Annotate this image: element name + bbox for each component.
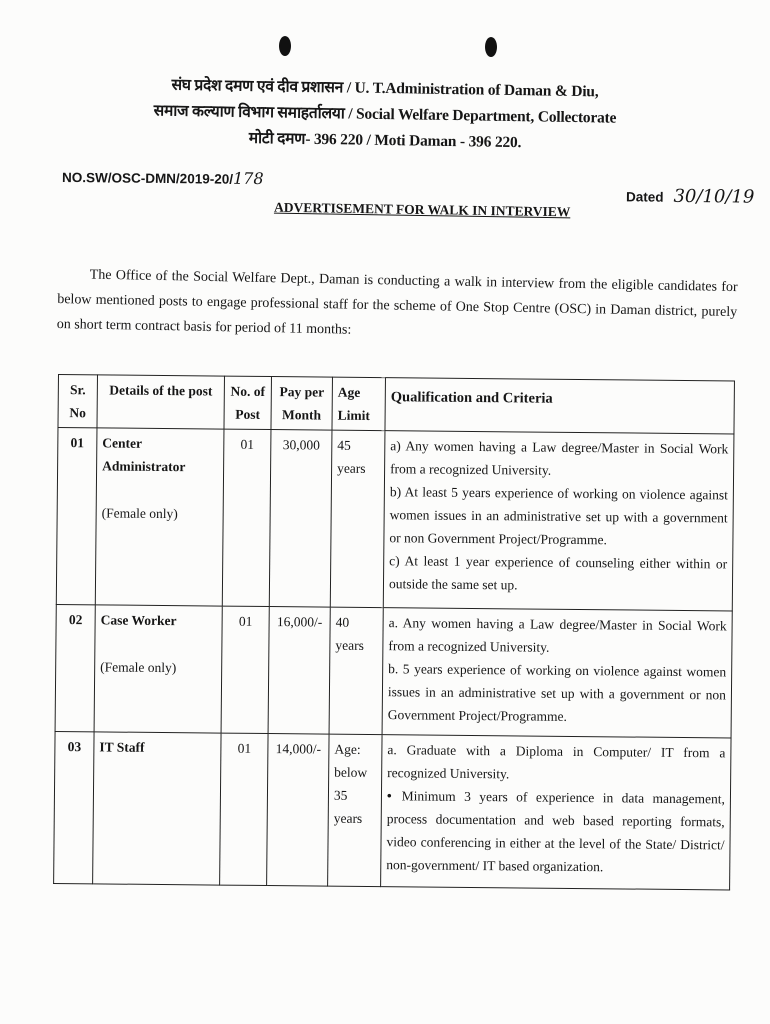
post-name: Center Administrator xyxy=(102,435,186,475)
cell-sr-no: 01 xyxy=(56,428,97,605)
cell-no-of-post: 01 xyxy=(222,429,271,606)
reference-number-text: NO.SW/OSC-DMN/2019-20/ xyxy=(61,169,234,187)
letterhead-line-1: संघ प्रदेश दमण एवं दीव प्रशासन / U. T.Administration of Daman & Diu, xyxy=(171,76,599,101)
criteria-item: a) Any women having a Law degree/Master in Social Work from a recognized University. xyxy=(390,438,729,478)
criteria-item: a. Graduate with a Diploma in Computer/ IT from a recognized University. xyxy=(387,742,726,782)
cell-post xyxy=(94,605,222,733)
criteria-item: b. 5 years experience of working on violence against women issues in an administrative set up with a government or non Government Project/Programme. xyxy=(387,661,727,724)
cell-age: 40 years xyxy=(329,607,383,735)
letterhead xyxy=(150,76,620,154)
letterhead-line-2: समाज कल्याण विभाग समाहर्तालया / Social Welfare Department, Collectorate xyxy=(153,102,617,127)
date-line xyxy=(626,185,755,207)
punch-hole-left xyxy=(279,36,291,56)
post-name: Case Worker xyxy=(100,612,177,629)
criteria-item: c) At least 1 year experience of counseling either within or outside the same set up. xyxy=(388,553,728,593)
cell-pay: 30,000 xyxy=(269,430,332,608)
reference-number xyxy=(62,167,264,188)
dated-label: Dated xyxy=(625,189,664,205)
cell-post xyxy=(95,428,224,606)
table-header-row xyxy=(58,375,734,434)
cell-no-of-post: 01 xyxy=(221,606,269,733)
intro-paragraph: The Office of the Social Welfare Dept., Daman is conducting a walk in interview from the eligible candidates for below mentioned posts to engage professional staff for the scheme of One Stop Centre (OSC) in Daman district, purely on short term contract basis for period of 11 months: xyxy=(56,267,738,338)
advertisement-title: ADVERTISEMENT FOR WALK IN INTERVIEW xyxy=(273,199,571,220)
header-sr-no: Sr. No xyxy=(58,375,98,428)
header-qualification: Qualification and Criteria xyxy=(385,378,734,434)
letterhead-line-3: मोटी दमण- 396 220 / Moti Daman - 396 220. xyxy=(248,129,522,152)
header-no-of-post: No. of Post xyxy=(224,376,272,429)
table-row xyxy=(55,604,732,737)
criteria-item: b) At least 5 years experience of working on violence against women issues in an administrative set up with a government or non Government Project/Programme. xyxy=(389,484,728,548)
cell-qualification xyxy=(382,608,732,738)
table-row xyxy=(56,428,734,611)
handwritten-reference: 178 xyxy=(232,168,264,189)
cell-qualification xyxy=(381,735,731,890)
handwritten-date: 30/10/19 xyxy=(673,185,755,208)
cell-sr-no: 02 xyxy=(55,604,95,731)
criteria-item: a. Any women having a Law degree/Master in Social Work from a recognized University. xyxy=(388,615,727,655)
cell-no-of-post: 01 xyxy=(220,733,268,885)
bullet-icon: • xyxy=(386,788,392,804)
table-row xyxy=(54,731,731,889)
cell-pay: 16,000/- xyxy=(268,607,330,735)
cell-pay: 14,000/- xyxy=(267,734,329,887)
post-note: (Female only) xyxy=(101,505,178,522)
criteria-text: Minimum 3 years of experience in data management, process documentation and web based reporting formats, video conferencing in either at the level of the State/ District/ non-government/ IT based organization. xyxy=(386,788,726,875)
post-note: (Female only) xyxy=(100,659,177,676)
cell-qualification xyxy=(383,431,734,611)
post-name: IT Staff xyxy=(99,739,145,755)
header-post-details: Details of the post xyxy=(97,375,225,429)
header-age-limit: Age Limit xyxy=(332,377,386,431)
header-pay-per-month: Pay per Month xyxy=(271,377,333,431)
cell-age: Age: below 35 years xyxy=(328,734,382,887)
cell-age: 45 years xyxy=(330,430,385,608)
posts-table xyxy=(53,374,735,890)
criteria-item xyxy=(386,784,725,879)
punch-hole-right xyxy=(485,37,497,57)
cell-sr-no: 03 xyxy=(54,731,94,883)
cell-post xyxy=(93,732,221,885)
